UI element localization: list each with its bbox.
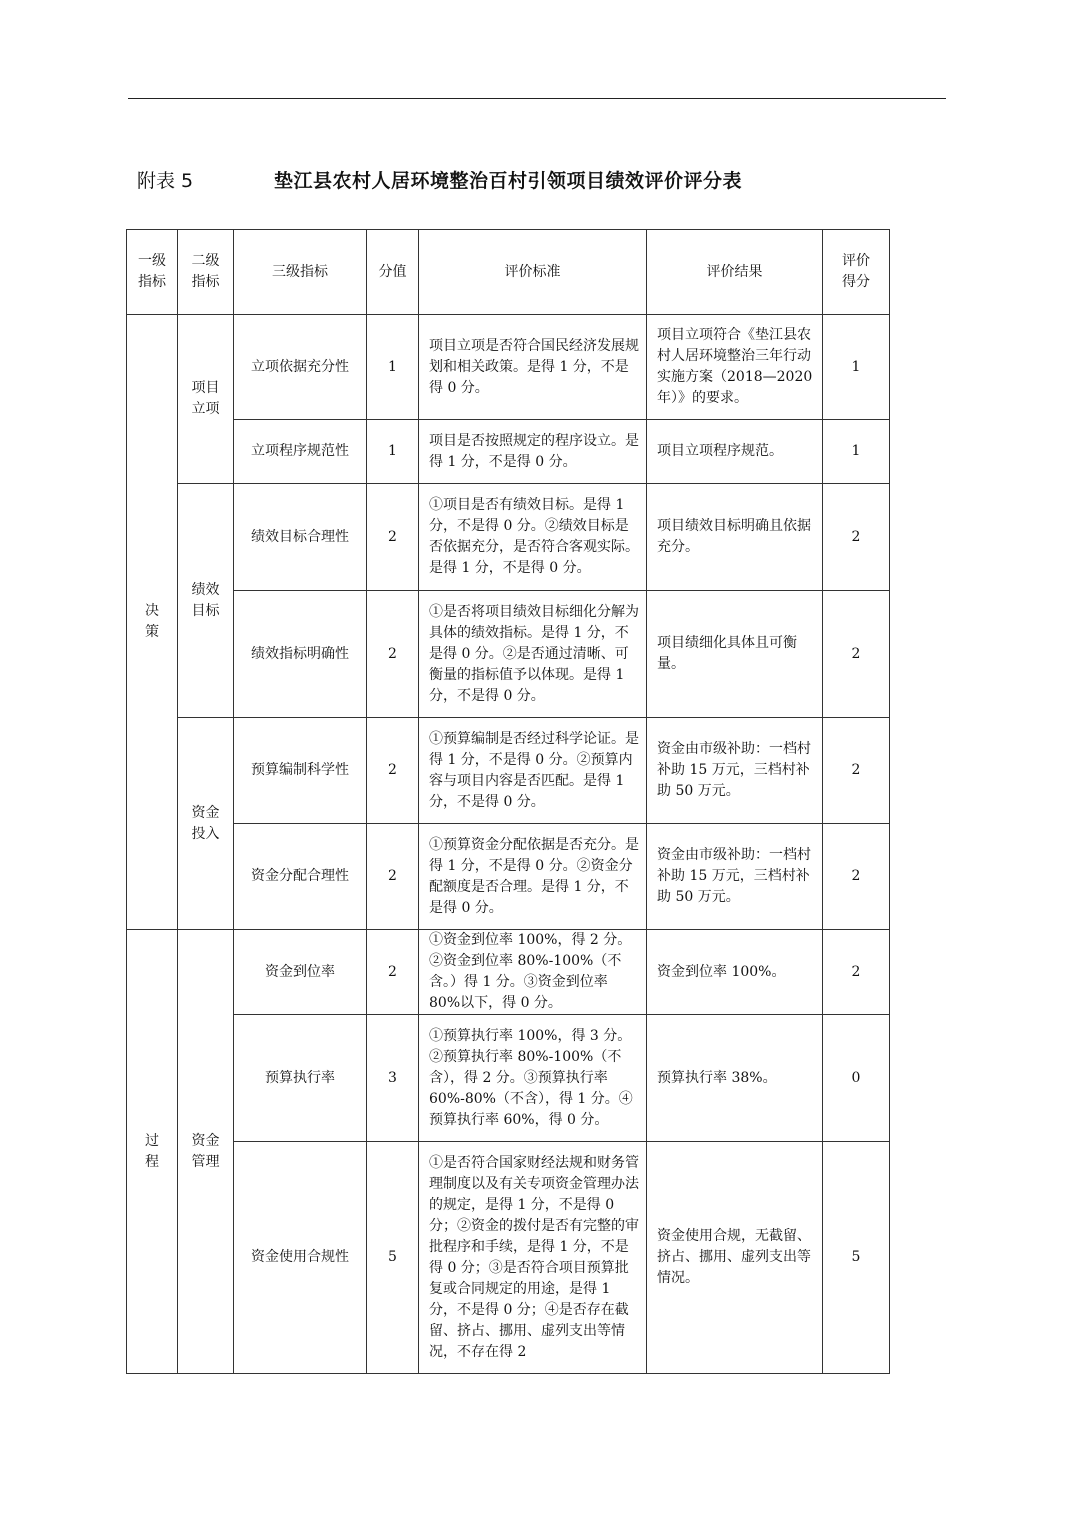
level2-project-setup: 项目 立项	[178, 315, 234, 484]
criteria-cell: ①资金到位率 100%，得 2 分。②资金到位率 80%-100%（不含。）得 1 分。③资金到位率 80%以下，得 0 分。	[419, 930, 647, 1015]
points-cell: 5	[367, 1142, 419, 1374]
indicator-cell: 绩效目标合理性	[234, 484, 367, 591]
header-level3: 三级指标	[234, 230, 367, 315]
header-points: 分值	[367, 230, 419, 315]
table-row	[127, 591, 890, 718]
level2-performance-goal: 绩效 目标	[178, 484, 234, 718]
header-level2: 二级 指标	[178, 230, 234, 315]
appendix-label: 附表 5	[137, 170, 194, 192]
header-level1: 一级 指标	[127, 230, 178, 315]
level1-process: 过 程	[127, 930, 178, 1374]
points-cell: 2	[367, 718, 419, 824]
table-row	[127, 315, 890, 420]
score-cell: 0	[823, 1015, 890, 1142]
result-cell: 项目立项符合《垫江县农村人居环境整治三年行动实施方案（2018—2020 年）》的要求。	[647, 315, 823, 420]
score-cell: 2	[823, 484, 890, 591]
level2-fund-input: 资金 投入	[178, 718, 234, 930]
result-cell: 资金使用合规，无截留、挤占、挪用、虚列支出等情况。	[647, 1142, 823, 1374]
criteria-cell: ①项目是否有绩效目标。是得 1 分，不是得 0 分。②绩效目标是否依据充分，是否符合客观实际。是得 1 分，不是得 0 分。	[419, 484, 647, 591]
result-cell: 项目绩效目标明确且依据充分。	[647, 484, 823, 591]
header-score: 评价 得分	[823, 230, 890, 315]
points-cell: 2	[367, 930, 419, 1015]
table-row	[127, 718, 890, 824]
table-row	[127, 1015, 890, 1142]
result-cell: 资金由市级补助：一档村补助 15 万元，三档村补助 50 万元。	[647, 718, 823, 824]
document-title: 垫江县农村人居环境整治百村引领项目绩效评价评分表	[274, 170, 743, 192]
table-row	[127, 420, 890, 484]
result-cell: 项目立项程序规范。	[647, 420, 823, 484]
indicator-cell: 资金分配合理性	[234, 824, 367, 930]
points-cell: 2	[367, 591, 419, 718]
header-row	[127, 230, 890, 315]
criteria-cell: 项目立项是否符合国民经济发展规划和相关政策。是得 1 分，不是得 0 分。	[419, 315, 647, 420]
table-row	[127, 824, 890, 930]
header-result: 评价结果	[647, 230, 823, 315]
indicator-cell: 资金使用合规性	[234, 1142, 367, 1374]
header-criteria: 评价标准	[419, 230, 647, 315]
score-cell: 2	[823, 718, 890, 824]
indicator-cell: 立项程序规范性	[234, 420, 367, 484]
criteria-cell: ①预算执行率 100%，得 3 分。②预算执行率 80%-100%（不含），得 2 分。③预算执行率 60%-80%（不含），得 1 分。④预算执行率 60%，得 0 分。	[419, 1015, 647, 1142]
score-cell: 1	[823, 315, 890, 420]
evaluation-table	[126, 229, 890, 1374]
score-cell: 1	[823, 420, 890, 484]
points-cell: 2	[367, 824, 419, 930]
criteria-cell: 项目是否按照规定的程序设立。是得 1 分，不是得 0 分。	[419, 420, 647, 484]
points-cell: 3	[367, 1015, 419, 1142]
indicator-cell: 资金到位率	[234, 930, 367, 1015]
points-cell: 1	[367, 420, 419, 484]
header-rule	[128, 98, 946, 99]
level2-fund-management: 资金 管理	[178, 930, 234, 1374]
table-row	[127, 930, 890, 1015]
result-cell: 预算执行率 38%。	[647, 1015, 823, 1142]
indicator-cell: 立项依据充分性	[234, 315, 367, 420]
document-title-row	[137, 166, 937, 196]
score-cell: 2	[823, 930, 890, 1015]
points-cell: 2	[367, 484, 419, 591]
indicator-cell: 预算编制科学性	[234, 718, 367, 824]
indicator-cell: 绩效指标明确性	[234, 591, 367, 718]
result-cell: 资金到位率 100%。	[647, 930, 823, 1015]
indicator-cell: 预算执行率	[234, 1015, 367, 1142]
criteria-cell: ①是否符合国家财经法规和财务管理制度以及有关专项资金管理办法的规定，是得 1 分，不是得 0 分；②资金的拨付是否有完整的审批程序和手续，是得 1 分，不是得 0 分；③是否符合项目预算批复或合同规定的用途，是得 1 分，不是得 0 分；④是否存在截留、挤占、挪用、虚列支出等情况，不存在得 2	[419, 1142, 647, 1374]
table-row	[127, 1142, 890, 1374]
score-cell: 2	[823, 824, 890, 930]
points-cell: 1	[367, 315, 419, 420]
score-cell: 5	[823, 1142, 890, 1374]
criteria-cell: ①是否将项目绩效目标细化分解为具体的绩效指标。是得 1 分，不是得 0 分。②是否通过清晰、可衡量的指标值予以体现。是得 1 分，不是得 0 分。	[419, 591, 647, 718]
level1-decision: 决 策	[127, 315, 178, 930]
criteria-cell: ①预算资金分配依据是否充分。是得 1 分，不是得 0 分。②资金分配额度是否合理。是得 1 分，不是得 0 分。	[419, 824, 647, 930]
result-cell: 资金由市级补助：一档村补助 15 万元，三档村补助 50 万元。	[647, 824, 823, 930]
score-cell: 2	[823, 591, 890, 718]
criteria-cell: ①预算编制是否经过科学论证。是得 1 分，不是得 0 分。②预算内容与项目内容是否匹配。是得 1 分，不是得 0 分。	[419, 718, 647, 824]
table-row	[127, 484, 890, 591]
result-cell: 项目绩细化具体且可衡量。	[647, 591, 823, 718]
